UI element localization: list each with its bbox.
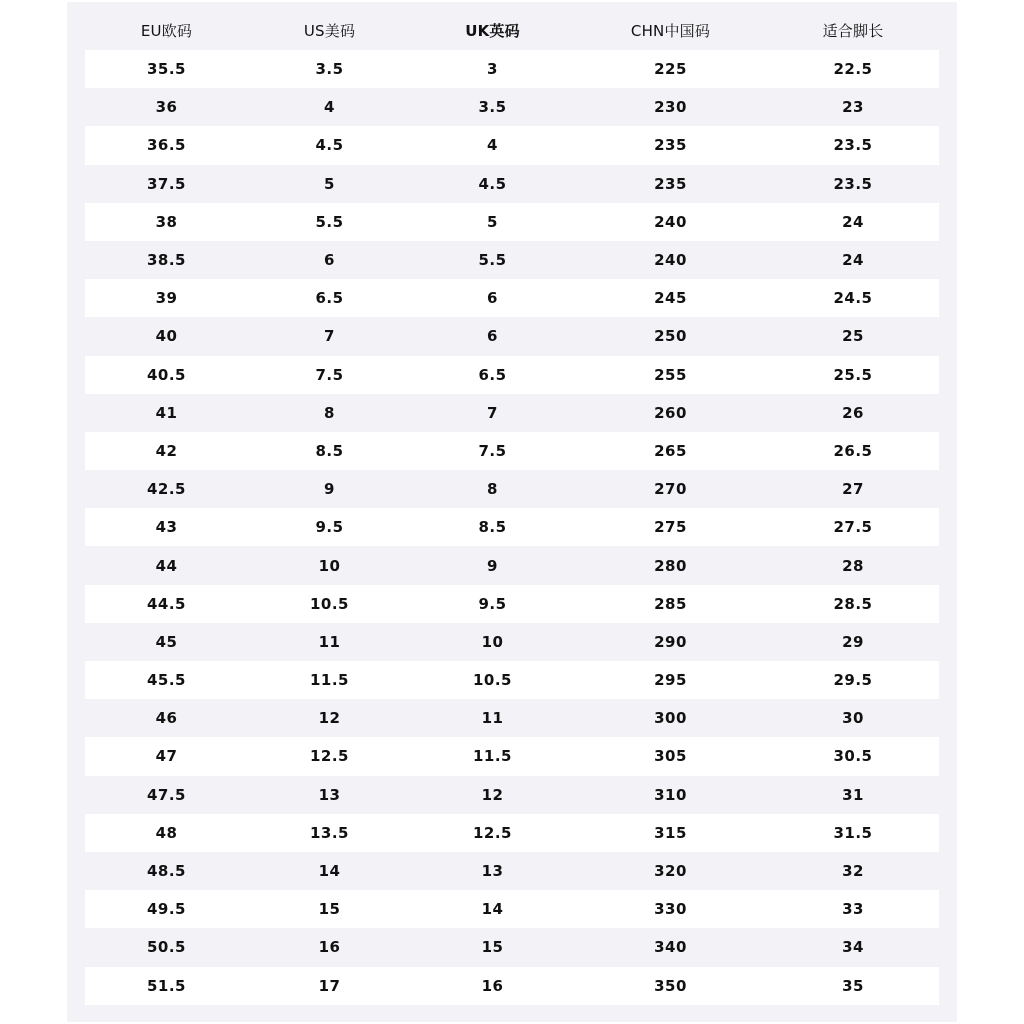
cell-us: 6.5 xyxy=(315,289,344,308)
cell-uk: 12.5 xyxy=(472,823,512,842)
cell-foot-length: 24 xyxy=(842,251,864,270)
cell-foot-length: 27 xyxy=(842,480,864,499)
cell-uk: 3.5 xyxy=(478,98,507,117)
table-row xyxy=(85,279,939,317)
cell-foot-length: 30 xyxy=(842,709,864,728)
cell-uk: 10 xyxy=(481,632,504,651)
cell-foot-length: 30.5 xyxy=(833,747,873,766)
cell-uk: 11.5 xyxy=(472,747,512,766)
cell-chn: 310 xyxy=(654,785,687,804)
cell-chn: 235 xyxy=(654,174,687,193)
table-row xyxy=(85,546,939,584)
cell-eu: 45.5 xyxy=(146,671,186,690)
cell-eu: 47 xyxy=(155,747,178,766)
size-chart-table xyxy=(85,10,939,1005)
cell-uk: 5 xyxy=(487,212,498,231)
cell-foot-length: 31 xyxy=(842,785,864,804)
cell-foot-length: 34 xyxy=(842,938,864,957)
cell-us: 7 xyxy=(324,327,335,346)
table-row xyxy=(85,776,939,814)
cell-chn: 340 xyxy=(654,938,687,957)
cell-us: 8 xyxy=(324,403,335,422)
cell-eu: 47.5 xyxy=(146,785,186,804)
cell-foot-length: 26.5 xyxy=(833,441,873,460)
cell-eu: 45 xyxy=(155,632,178,651)
cell-eu: 42 xyxy=(155,441,178,460)
cell-chn: 245 xyxy=(654,289,687,308)
cell-us: 4.5 xyxy=(315,136,344,155)
cell-uk: 8.5 xyxy=(478,518,507,537)
cell-us: 11.5 xyxy=(309,671,349,690)
table-row xyxy=(85,737,939,775)
cell-us: 9 xyxy=(324,480,335,499)
cell-eu: 37.5 xyxy=(146,174,186,193)
table-row xyxy=(85,585,939,623)
table-row xyxy=(85,317,939,355)
cell-us: 10.5 xyxy=(309,594,349,613)
cell-us: 7.5 xyxy=(315,365,344,384)
cell-uk: 13 xyxy=(481,862,504,881)
table-row xyxy=(85,88,939,126)
cell-us: 5.5 xyxy=(315,212,344,231)
cell-us: 12 xyxy=(318,709,341,728)
cell-uk: 4 xyxy=(487,136,498,155)
table-row xyxy=(85,126,939,164)
cell-foot-length: 25.5 xyxy=(833,365,873,384)
cell-uk: 11 xyxy=(481,709,504,728)
cell-eu: 41 xyxy=(155,403,178,422)
cell-us: 11 xyxy=(318,632,341,651)
cell-eu: 44.5 xyxy=(146,594,186,613)
header-eu: EU欧码 xyxy=(140,21,193,40)
cell-chn: 240 xyxy=(654,251,687,270)
cell-uk: 6 xyxy=(487,289,498,308)
table-body xyxy=(85,50,939,1005)
cell-eu: 38 xyxy=(155,212,178,231)
table-row xyxy=(85,699,939,737)
cell-chn: 300 xyxy=(654,709,687,728)
table-row xyxy=(85,470,939,508)
table-header-row xyxy=(85,10,939,50)
cell-foot-length: 24 xyxy=(842,212,864,231)
cell-chn: 260 xyxy=(654,403,687,422)
cell-chn: 285 xyxy=(654,594,687,613)
cell-uk: 7 xyxy=(487,403,498,422)
cell-uk: 12 xyxy=(481,785,504,804)
cell-us: 9.5 xyxy=(315,518,344,537)
cell-eu: 51.5 xyxy=(146,976,186,995)
table-row xyxy=(85,623,939,661)
table-row xyxy=(85,852,939,890)
cell-uk: 16 xyxy=(481,976,504,995)
cell-foot-length: 28.5 xyxy=(833,594,873,613)
cell-foot-length: 23.5 xyxy=(833,174,873,193)
cell-uk: 6 xyxy=(487,327,498,346)
cell-uk: 6.5 xyxy=(478,365,507,384)
cell-chn: 295 xyxy=(654,671,687,690)
cell-foot-length: 33 xyxy=(842,900,864,919)
cell-foot-length: 29 xyxy=(842,632,864,651)
cell-eu: 35.5 xyxy=(146,60,186,79)
cell-eu: 36 xyxy=(155,98,178,117)
cell-us: 17 xyxy=(318,976,341,995)
cell-us: 13 xyxy=(318,785,341,804)
table-row xyxy=(85,890,939,928)
cell-chn: 350 xyxy=(654,976,687,995)
cell-eu: 39 xyxy=(155,289,178,308)
table-row xyxy=(85,967,939,1005)
cell-chn: 250 xyxy=(654,327,687,346)
table-row xyxy=(85,508,939,546)
cell-eu: 38.5 xyxy=(146,251,186,270)
cell-foot-length: 29.5 xyxy=(833,671,873,690)
cell-us: 16 xyxy=(318,938,341,957)
cell-eu: 50.5 xyxy=(146,938,186,957)
cell-foot-length: 27.5 xyxy=(833,518,873,537)
cell-foot-length: 22.5 xyxy=(833,60,873,79)
cell-chn: 265 xyxy=(654,441,687,460)
table-row xyxy=(85,432,939,470)
cell-eu: 40.5 xyxy=(146,365,186,384)
table-row xyxy=(85,814,939,852)
cell-chn: 240 xyxy=(654,212,687,231)
cell-chn: 330 xyxy=(654,900,687,919)
cell-uk: 7.5 xyxy=(478,441,507,460)
cell-us: 5 xyxy=(324,174,335,193)
cell-foot-length: 32 xyxy=(842,862,864,881)
cell-eu: 49.5 xyxy=(146,900,186,919)
cell-us: 4 xyxy=(324,98,335,117)
cell-chn: 315 xyxy=(654,823,687,842)
cell-uk: 5.5 xyxy=(478,251,507,270)
table-row xyxy=(85,241,939,279)
cell-eu: 48 xyxy=(155,823,178,842)
cell-eu: 46 xyxy=(155,709,178,728)
cell-uk: 8 xyxy=(487,480,498,499)
cell-foot-length: 25 xyxy=(842,327,864,346)
cell-foot-length: 28 xyxy=(842,556,864,575)
cell-foot-length: 23 xyxy=(842,98,864,117)
cell-us: 3.5 xyxy=(315,60,344,79)
cell-chn: 290 xyxy=(654,632,687,651)
cell-chn: 225 xyxy=(654,60,687,79)
cell-uk: 9 xyxy=(487,556,498,575)
cell-eu: 43 xyxy=(155,518,178,537)
table-row xyxy=(85,394,939,432)
cell-us: 12.5 xyxy=(309,747,349,766)
cell-eu: 40 xyxy=(155,327,178,346)
cell-foot-length: 35 xyxy=(842,976,864,995)
cell-eu: 44 xyxy=(155,556,178,575)
cell-us: 6 xyxy=(324,251,335,270)
cell-uk: 14 xyxy=(481,900,504,919)
cell-chn: 255 xyxy=(654,365,687,384)
cell-uk: 15 xyxy=(481,938,504,957)
table-row xyxy=(85,50,939,88)
header-chn: CHN中国码 xyxy=(630,21,711,40)
cell-uk: 10.5 xyxy=(472,671,512,690)
table-row xyxy=(85,661,939,699)
cell-us: 15 xyxy=(318,900,341,919)
table-row xyxy=(85,203,939,241)
cell-foot-length: 26 xyxy=(842,403,864,422)
cell-chn: 235 xyxy=(654,136,687,155)
cell-uk: 3 xyxy=(487,60,498,79)
cell-eu: 36.5 xyxy=(146,136,186,155)
cell-chn: 270 xyxy=(654,480,687,499)
cell-eu: 48.5 xyxy=(146,862,186,881)
cell-us: 8.5 xyxy=(315,441,344,460)
cell-uk: 4.5 xyxy=(478,174,507,193)
cell-chn: 320 xyxy=(654,862,687,881)
cell-us: 13.5 xyxy=(309,823,349,842)
cell-chn: 230 xyxy=(654,98,687,117)
header-foot-length: 适合脚长 xyxy=(822,21,884,40)
header-uk: UK英码 xyxy=(465,21,520,40)
table-row xyxy=(85,928,939,966)
cell-chn: 280 xyxy=(654,556,687,575)
cell-chn: 305 xyxy=(654,747,687,766)
table-row xyxy=(85,165,939,203)
cell-foot-length: 24.5 xyxy=(833,289,873,308)
cell-foot-length: 23.5 xyxy=(833,136,873,155)
table-row xyxy=(85,356,939,394)
cell-uk: 9.5 xyxy=(478,594,507,613)
cell-eu: 42.5 xyxy=(146,480,186,499)
cell-chn: 275 xyxy=(654,518,687,537)
header-us: US美码 xyxy=(303,21,356,40)
cell-us: 14 xyxy=(318,862,341,881)
cell-foot-length: 31.5 xyxy=(833,823,873,842)
cell-us: 10 xyxy=(318,556,341,575)
